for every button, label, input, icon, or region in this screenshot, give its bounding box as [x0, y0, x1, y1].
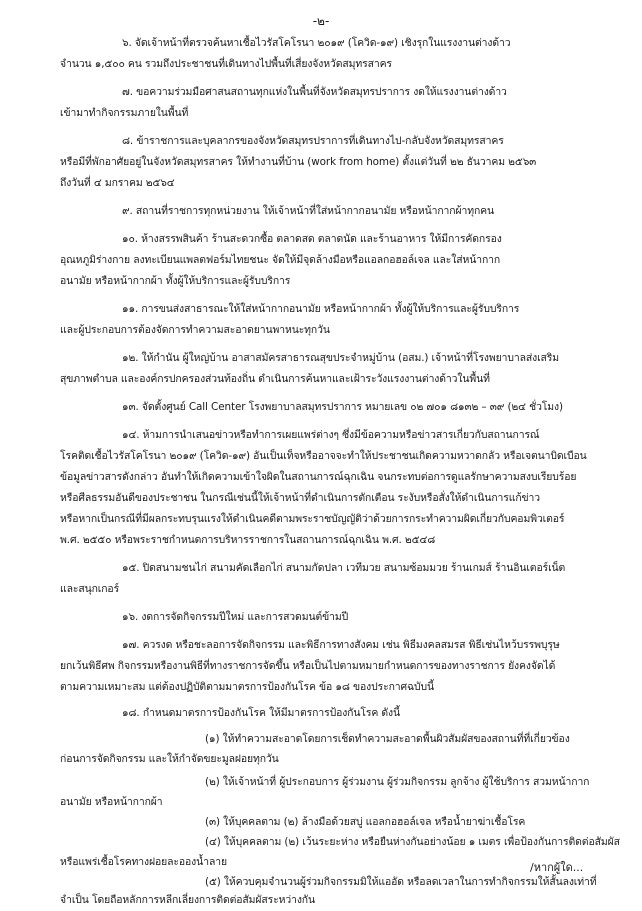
- text-line: โรคติดเชื้อไวรัสโคโรนา ๒๐๑๙ (โควิด-๑๙) อันเป็นเท็จหรืออาจจะทำให้ประชาชนเกิดความหวาดกลัว หรือเจตนาบิดเบือน: [60, 450, 587, 462]
- text-line: ๑๑. การขนส่งสาธารณะให้ใส่หน้ากากอนามัย หรือหน้ากากผ้า ทั้งผู้ให้บริการและผู้รับบริการ: [122, 303, 520, 315]
- text-line: ๑๐. ห้างสรรพสินค้า ร้านสะดวกซื้อ ตลาดสด ตลาดนัด และร้านอาหาร ให้มีการคัดกรอง: [122, 233, 502, 245]
- text-line: ถึงวันที่ ๔ มกราคม ๒๕๖๔: [60, 177, 175, 189]
- text-line: ๖. จัดเจ้าหน้าที่ตรวจค้นหาเชื้อไวรัสโคโรนา ๒๐๑๙ (โควิด-๑๙) เชิงรุกในแรงงานต่างด้าว: [122, 37, 511, 49]
- text-line: ๑๕. ปิดสนามชนไก่ สนามคัดเลือกไก่ สนามกัดปลา เวทีมวย สนามซ้อมมวย ร้านเกมส์ ร้านอินเตอร์เน็ต: [122, 562, 566, 574]
- page-number: -๒-: [312, 14, 330, 28]
- text-line: ๙. สถานที่ราชการทุกหน่วยงาน ให้เจ้าหน้าที่ใส่หน้ากากอนามัย หรือหน้ากากผ้าทุกคน: [122, 205, 495, 217]
- text-line: ๘. ข้าราชการและบุคลากรของจังหวัดสมุทรปราการที่เดินทางไป-กลับจังหวัดสมุทรสาคร: [122, 135, 504, 147]
- text-line: สุขภาพตำบล และองค์กรปกครองส่วนท้องถิ่น ดำเนินการค้นหาและเฝ้าระวังแรงงานต่างด้าวในพื้นที่: [60, 373, 490, 385]
- text-line: ก่อนการจัดกิจกรรม และให้กำจัดขยะมูลฝอยทุกวัน: [60, 753, 279, 765]
- text-line: (๒) ให้เจ้าหน้าที่ ผู้ประกอบการ ผู้ร่วมงาน ผู้ร่วมกิจกรรม ลูกจ้าง ผู้ใช้บริการ สวมหน้ากาก: [205, 776, 590, 788]
- text-line: หรือศีลธรรมอันดีของประชาชน ในกรณีเช่นนี้ให้เจ้าหน้าที่ดำเนินการตักเตือน ระงับหรือสั่งให้ดำเนินการแก้ข่าว: [60, 492, 541, 504]
- text-line: ๑๘. กำหนดมาตรการป้องกันโรค ให้มีมาตรการป้องกันโรค ดังนี้: [122, 707, 401, 719]
- text-line: (๔) ให้บุคคลตาม (๒) เว้นระยะห่าง หรือยืนห่างกันอย่างน้อย ๑ เมตร เพื่อป้องกันการติดต่อสัมผัส: [205, 836, 620, 848]
- text-line: ๑๒. ให้กำนัน ผู้ใหญ่บ้าน อาสาสมัครสาธารณสุขประจำหมู่บ้าน (อสม.) เจ้าหน้าที่โรงพยาบาลส่งเสริม: [122, 352, 560, 364]
- text-line: หรือมีที่พักอาศัยอยู่ในจังหวัดสมุทรสาคร ให้ทำงานที่บ้าน (work from home) ตั้งแต่วันที่ ๒๒ ธันวาคม ๒๕๖๓: [60, 156, 537, 168]
- text-line: ๑๓. จัดตั้งศูนย์ Call Center โรงพยาบาลสมุทรปราการ หมายเลข ๐๒ ๗๐๑ ๘๑๓๒ – ๓๙ (๒๔ ชั่วโมง): [122, 401, 563, 413]
- text-line: อุณหภูมิร่างกาย ลงทะเบียนแพลตฟอร์มไทยชนะ จัดให้มีจุดล้างมือหรือแอลกอฮอล์เจล และใส่หน้ากาก: [60, 254, 501, 266]
- text-line: (๕) ให้ควบคุมจำนวนผู้ร่วมกิจกรรมมิให้แออัด หรือลดเวลาในการทำกิจกรรมให้สั้นลงเท่าที่: [205, 876, 597, 888]
- text-line: พ.ศ. ๒๕๕๐ หรือพระราชกำหนดการบริหารราชการในสถานการณ์ฉุกเฉิน พ.ศ. ๒๕๔๘: [60, 534, 436, 546]
- text-line: ๗. ขอความร่วมมือศาสนสถานทุกแห่งในพื้นที่จังหวัดสมุทรปราการ งดให้แรงงานต่างด้าว: [122, 86, 507, 98]
- text-line: ยกเว้นพิธีศพ กิจกรรมหรืองานพิธีที่ทางราชการจัดขึ้น หรือเป็นไปตามหมายกำหนดการของทางราชการ ยังคงจัดได้: [60, 660, 556, 672]
- text-line: ๑๖. งดการจัดกิจกรรมปีใหม่ และการสวดมนต์ข้ามปี: [122, 611, 349, 623]
- text-line: หรือหากเป็นกรณีที่มีผลกระทบรุนแรงให้ดำเนินคดีตามพระราชบัญญัติว่าด้วยการกระทำความผิดเกี่ยวกับคอมพิวเตอร์: [60, 513, 565, 525]
- text-line: ตามความเหมาะสม แต่ต้องปฏิบัติตามมาตรการป้องกันโรค ข้อ ๑๘ ของประกาศฉบับนี้: [60, 681, 434, 693]
- continuation-note: /หากผู้ใด...: [530, 861, 584, 874]
- text-line: (๑) ให้ทำความสะอาดโดยการเช็ดทำความสะอาดพื้นผิวสัมผัสของสถานที่ที่เกี่ยวข้อง: [205, 733, 570, 745]
- text-line: หรือแพร่เชื้อโรคทางฝอยละอองน้ำลาย: [60, 856, 227, 868]
- text-line: อนามัย หรือหน้ากากผ้า: [60, 796, 163, 808]
- text-line: และผู้ประกอบการต้องจัดการทำความสะอาดยานพาหนะทุกวัน: [60, 324, 330, 336]
- text-line: และสนุกเกอร์: [60, 583, 120, 595]
- text-line: เข้ามาทำกิจกรรมภายในพื้นที่: [60, 107, 189, 119]
- text-line: อนามัย หรือหน้ากากผ้า ทั้งผู้ให้บริการและผู้รับบริการ: [60, 275, 291, 287]
- text-line: จำเป็น โดยถือหลักการหลีกเลี่ยงการติดต่อสัมผัสระหว่างกัน: [60, 894, 315, 906]
- text-line: ๑๔. ห้ามการนำเสนอข่าวหรือทำการเผยแพร่ต่างๆ ซึ่งมีข้อความหรือข่าวสารเกี่ยวกับสถานการณ์: [122, 429, 540, 441]
- text-line: จำนวน ๑,๕๐๐ คน รวมถึงประชาชนที่เดินทางไปพื้นที่เสี่ยงจังหวัดสมุทรสาคร: [60, 58, 392, 70]
- text-line: ๑๗. ควรงด หรือชะลอการจัดกิจกรรม และพิธีการทางสังคม เช่น พิธีมงคลสมรส พิธีเช่นไหว้บรรพบุรุษ: [122, 639, 560, 651]
- text-line: ข้อมูลข่าวสารดังกล่าว อันทำให้เกิดความเข้าใจผิดในสถานการณ์ฉุกเฉิน จนกระทบต่อการดูแลรักษาความสงบเรียบร้อย: [60, 471, 577, 483]
- text-line: (๓) ให้บุคคลตาม (๒) ล้างมือด้วยสบู่ แอลกอฮอล์เจล หรือน้ำยาฆ่าเชื้อโรค: [205, 816, 526, 828]
